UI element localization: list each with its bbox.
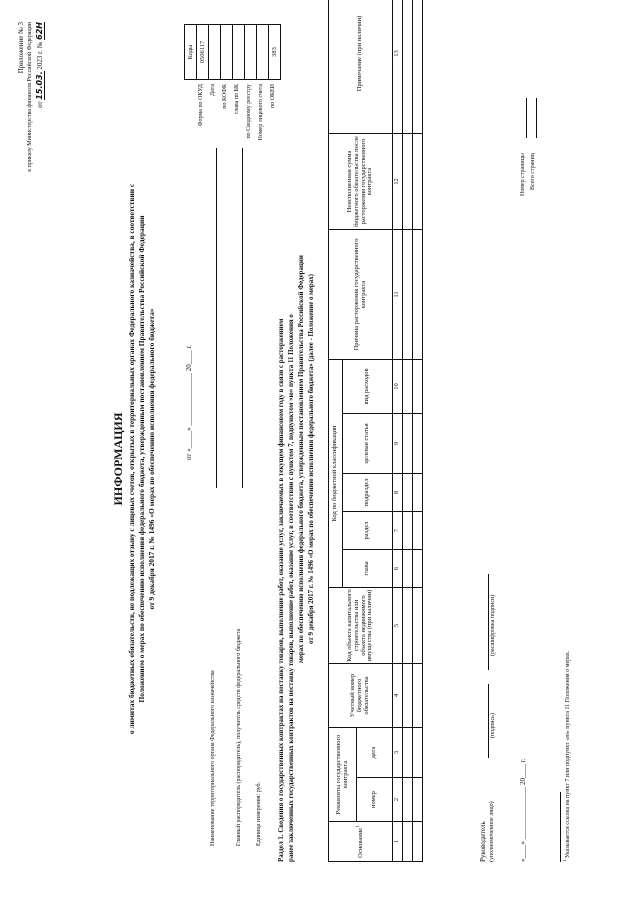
code-value: 383 (269, 25, 281, 80)
page-number-label: Номер страницы (520, 153, 526, 196)
total-pages-label: Всего страниц (530, 153, 536, 190)
column-number: 4 (393, 664, 403, 728)
column-number: 6 (393, 550, 403, 588)
column-number: 1 (393, 822, 403, 862)
signature-date-line: «____» _______________ 20____ г. (519, 758, 527, 862)
column-number: 7 (393, 512, 403, 550)
title-line-1: о лимитах бюджетных обязательств, не подлежащих отзыву с лицевых счетов, открытых в территориальных органах Федерального казначейства, в соответствии с (127, 183, 136, 735)
column-number: 9 (393, 414, 403, 474)
rasshifrovka-label: (расшифровка подписи) (490, 594, 496, 656)
column-number: 11 (393, 229, 403, 359)
column-number-row (393, 0, 403, 862)
code-value (257, 25, 269, 80)
appendix-date-line (35, 22, 44, 108)
table-row (403, 0, 413, 862)
section-line-2: ранее заключенных государственных контрактов на поставку товаров, выполнение работ, оказание услуг, в соответствии с пунктом 7, подпунктом «ю» пункта 11 Положения о (288, 314, 295, 862)
col-kbk-header: Код по бюджетной классификации (329, 359, 343, 587)
code-label: по Сводному реестру (246, 84, 252, 139)
codes-header: Коды (185, 25, 197, 80)
column-number: 12 (393, 133, 403, 229)
page-number-underline (526, 98, 527, 138)
col-nomer-header: номер (357, 778, 393, 822)
table-row (413, 0, 423, 862)
column-number: 10 (393, 359, 403, 413)
column-number: 8 (393, 474, 403, 512)
section-line-3: мерах по обеспечению исполнения федерального бюджета, утвержденным постановлением Правительства Российской Федерации (298, 255, 305, 663)
footnote-mark: 1 (563, 859, 568, 862)
appendix-year-number-label: 2023 г. № (36, 41, 44, 70)
appendix-handwritten-date: 15.03. (35, 71, 44, 100)
name-underline (488, 574, 489, 670)
signature-underline (488, 684, 489, 758)
title-line-3: от 9 декабря 2017 г. № 1496 «О мерах по обеспечению исполнения федерального бюджета» (147, 308, 156, 610)
title-line-2: Положением о мерах по обеспечению исполнения федерального бюджета, утвержденным постановлением Правительства Российской Федерации (137, 215, 146, 703)
footnote (563, 651, 571, 862)
code-value: 0506117 (197, 25, 209, 80)
codes-table (184, 24, 281, 80)
total-pages-underline (536, 98, 537, 138)
podpis-label: (подпись) (490, 713, 496, 738)
head-sub-label: (уполномоченное лицо) (489, 801, 495, 862)
col-podrazdel-header: подраздел (343, 474, 393, 512)
col-glava-header: глава (343, 550, 393, 588)
col-rekvizity-header: Реквизиты государственного контракта (329, 728, 357, 822)
column-number: 2 (393, 778, 403, 822)
code-value (245, 25, 257, 80)
col-prichina-header: Причина расторжения государственного контракта (329, 229, 393, 359)
appendix-order: к приказу Министерства финансов Российской Федерации (27, 22, 33, 172)
footnote-ref: 1 (355, 825, 362, 828)
label-unit: Единица измерения: руб. (256, 781, 262, 846)
appendix-number: Приложение № 3 (17, 22, 25, 74)
footnote-separator (560, 792, 561, 862)
col-celevaya-header: целевая статья (343, 414, 393, 474)
main-table (328, 0, 423, 862)
appendix-handwritten-number: 62Н (35, 22, 44, 40)
title-date-line: от «_____» _______________ 20____ г. (185, 344, 193, 460)
appendix-from-label: от (36, 101, 44, 108)
col-summa-header: Неисполненная сумма бюджетного обязательства после расторжения государственного контракта (329, 133, 393, 229)
col-kod-obekta-header: Код объекта капитального строительства или объекта недвижимого имущества (при наличии) (329, 588, 393, 664)
column-number: 5 (393, 588, 403, 664)
col-osnovanie-header: Основание$^1$ (329, 822, 393, 862)
label-tfk: Наименование территориального органа Федерального казначейства (210, 670, 216, 846)
code-label: Номер лицевого счета (258, 84, 264, 141)
grbs-underline (242, 148, 243, 488)
col-vid-header: вид расходов (343, 359, 393, 413)
section-line-1: Раздел 1. Сведения о государственных контрактах на поставку товаров, выполнение работ, оказание услуг, заключаемых в текущем финансовом году в связи с расторжением (278, 318, 285, 862)
code-label: по ОКЕИ (270, 84, 276, 109)
code-label: глава по БК (234, 84, 240, 114)
code-label: Дата (210, 84, 216, 96)
col-primechanie-header: Примечание (при наличии) (329, 0, 393, 133)
code-value (221, 25, 233, 80)
label-grbs: Главный распорядитель (распорядитель), получатель средств федерального бюджета (236, 628, 242, 846)
col-razdel-header: раздел (343, 512, 393, 550)
col-uchetny-header: Учетный номер бюджетного обязательства (329, 664, 393, 728)
section-line-4: от 9 декабря 2017 г. № 1496 «О мерах по обеспечению исполнения федерального бюджета» (далее - Положение о мерах) (308, 274, 315, 644)
document-title: ИНФОРМАЦИЯ (111, 412, 125, 506)
col-data-header: дата (357, 728, 393, 778)
column-number: 3 (393, 728, 403, 778)
code-label: Форма по ОКУД (198, 84, 204, 127)
code-label: по КОФК (222, 84, 228, 109)
head-label: Руководитель (479, 821, 487, 862)
code-value (233, 25, 245, 80)
column-number: 13 (393, 0, 403, 133)
code-value (209, 25, 221, 80)
tfk-underline (216, 148, 217, 488)
footnote-text: Указывается ссылка на пункт 7 или подпункт «ю» пункта 11 Положения о мерах. (565, 650, 571, 858)
